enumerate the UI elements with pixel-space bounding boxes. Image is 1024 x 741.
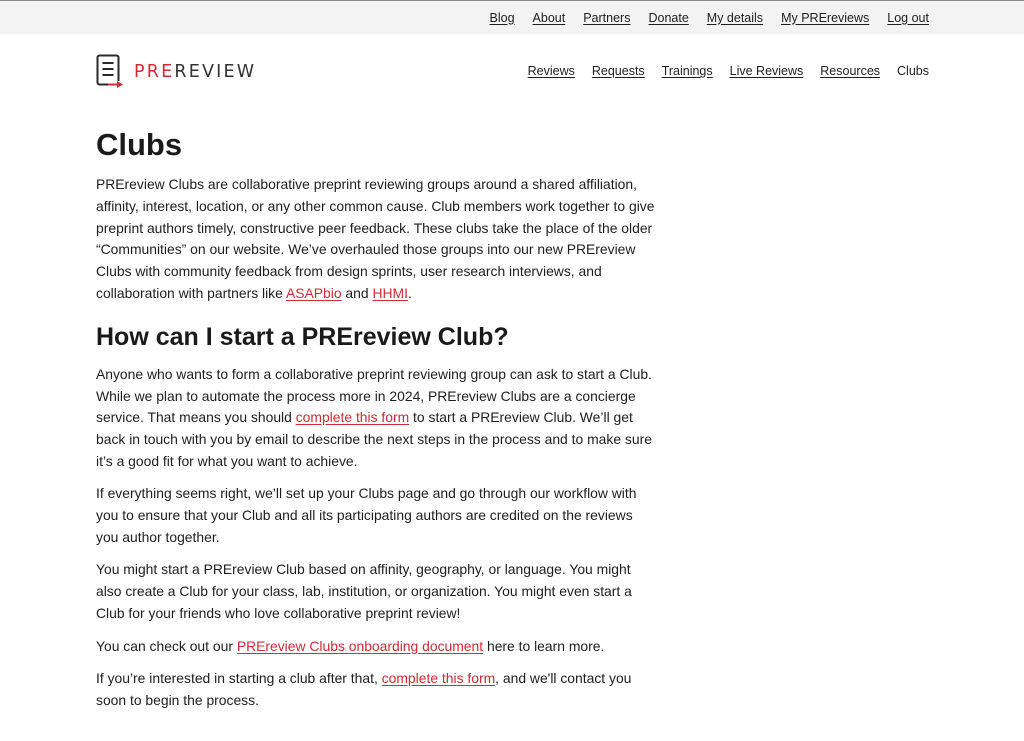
paragraph-text: here to learn more. (483, 637, 605, 654)
nav-live-reviews[interactable]: Live Reviews (729, 64, 804, 78)
paragraph-setup: If everything seems right, we’ll set up your Clubs page and go through our workflow with you to ensure that your Club and all its participating authors are credited on the reviews you author together. (96, 485, 637, 545)
my-details-link[interactable]: My details (706, 10, 764, 25)
donate-link[interactable]: Donate (648, 10, 689, 25)
paragraph-club-types: You might start a PREreview Club based on affinity, geography, or language. You might also create a Club for your class, lab, institution, or organization. You might even start a Club for your friends who love collaborative preprint review! (96, 561, 632, 621)
top-utility-nav (0, 1, 1024, 34)
paragraph-text: , and we'll contact you soon to begin the process. (96, 670, 632, 708)
section-heading-start-club: How can I start a PREreview Club? (96, 323, 509, 352)
site-header (0, 34, 1024, 109)
page-title: Clubs (96, 127, 183, 162)
hhmi-link[interactable]: HHMI (372, 284, 408, 301)
document-arrow-icon (96, 54, 124, 90)
paragraph-request-club (96, 364, 656, 473)
paragraph-text: Anyone who wants to form a collaborative preprint reviewing group can ask to start a Club. While we plan to automate the process more in 2024, PREreview Clubs are a concierge service. That means you should (96, 365, 652, 426)
intro-paragraph (96, 174, 656, 304)
complete-form-link-2[interactable]: complete this form (381, 670, 496, 687)
intro-text-and: and (341, 284, 373, 301)
my-prereviews-link[interactable]: My PREreviews (781, 10, 870, 25)
intro-text: PREreview Clubs are collaborative preprint reviewing groups around a shared affiliation, affinity, interest, location, or any other common cause. Club members work together to give preprint authors timely, constructive peer feedback. These clubs take the place of the older “Communities” on our website. We’ve overhauled those groups into our new PREreview Clubs with community feedback from design sprints, user research interviews, and collaboration with partners like (96, 176, 655, 301)
nav-trainings[interactable]: Trainings (661, 64, 713, 78)
brand-suffix: REVIEW (174, 62, 257, 82)
blog-link[interactable]: Blog (489, 10, 515, 25)
brand-prefix: PRE (134, 62, 175, 82)
nav-resources[interactable]: Resources (820, 64, 881, 78)
asapbio-link[interactable]: ASAPbio (285, 284, 342, 301)
complete-form-link-1[interactable]: complete this form (295, 409, 410, 426)
nav-reviews[interactable]: Reviews (527, 64, 575, 78)
main-nav (511, 64, 929, 78)
about-link[interactable]: About (532, 10, 566, 25)
paragraph-onboarding (96, 636, 656, 658)
home-logo-link[interactable] (96, 54, 256, 90)
intro-text-end: . (407, 284, 412, 301)
nav-clubs[interactable]: Clubs (897, 64, 929, 78)
brand-wordmark (134, 62, 256, 82)
log-out-link[interactable]: Log out (887, 10, 929, 25)
paragraph-text: to start a PREreview Club. We’ll get back in touch with you by email to describe the next steps in the process and to make sure it’s a good fit for what you want to achieve. (96, 409, 652, 469)
paragraph-text: You can check out our (96, 637, 237, 654)
paragraph-contact (96, 668, 656, 711)
onboarding-document-link[interactable]: PREreview Clubs onboarding document (236, 637, 484, 654)
paragraph-text: If you’re interested in starting a club after that, (96, 670, 382, 687)
nav-requests[interactable]: Requests (591, 64, 645, 78)
partners-link[interactable]: Partners (583, 10, 631, 25)
main-content (96, 128, 656, 723)
